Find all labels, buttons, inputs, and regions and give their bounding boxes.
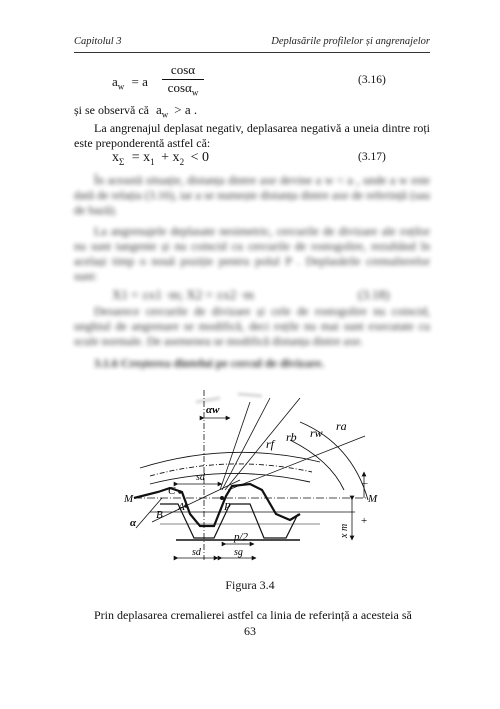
header-title: Deplasările profilelor și angrenajelor bbox=[271, 36, 430, 47]
fig-label-ra: ra bbox=[336, 419, 347, 433]
p1-rel: > a . bbox=[174, 102, 198, 117]
eq2-rhs-c: < 0 bbox=[190, 150, 209, 165]
fig-point-P bbox=[220, 496, 224, 500]
fig-label-P: P bbox=[224, 501, 231, 513]
blurred-equation bbox=[112, 287, 432, 302]
running-header bbox=[74, 36, 430, 53]
eq2-rhs-a-sub: 1 bbox=[150, 156, 155, 167]
paragraph-negative-shift: La angrenajul deplasat negativ, deplasarea negativă a uneia dintre roți este preponderentă astfel că: bbox=[74, 121, 430, 150]
fig-point-C bbox=[178, 490, 182, 494]
blurred-eq-number: (3.18) bbox=[358, 287, 390, 302]
blurred-eq-text: X1 = ±x1 ·m; X2 = ±x2 ·m bbox=[112, 287, 254, 302]
eq2-rhs-a: = x bbox=[131, 150, 151, 165]
eq2-x-sigma: x bbox=[112, 150, 119, 165]
eq1-numerator: cosα bbox=[162, 62, 204, 80]
fig-label-C: C bbox=[168, 485, 176, 497]
p1-lhs-sub: w bbox=[161, 109, 169, 120]
paragraph-observation bbox=[74, 102, 434, 122]
fig-label-M-right: M bbox=[368, 493, 378, 505]
blurred-section-heading: 3.1.6 Creșterea dintelui pe cercul de divizare. bbox=[94, 356, 325, 370]
eq1-lhs: a bbox=[112, 74, 118, 89]
fig-label-M-left: M bbox=[124, 493, 134, 505]
eq1-denominator: cosα bbox=[167, 80, 192, 95]
p1-text: și se observă că bbox=[74, 103, 149, 117]
equation-3-16 bbox=[112, 62, 468, 102]
p1-lhs: a bbox=[155, 102, 162, 117]
eq1-lhs-sub: w bbox=[117, 81, 125, 92]
header-chapter: Capitolul 3 bbox=[74, 36, 122, 47]
blurred-paragraph-3: Deoarece cercurile de divizare și cele de rostogolire nu coincid, unghiul de angrenare se modifică, deci roțile nu mai sunt executate cu scule normale. De asemenea se modifică distanța dintre axe. bbox=[74, 304, 430, 348]
blurred-paragraph-1: În această situație, distanța dintre axe devine a w < a , unde a w este dată de relația (3.16), iar a se numește distanța dintre axe de referință (sau de bază). bbox=[74, 173, 430, 217]
fig-label-sg: sg bbox=[234, 547, 243, 558]
fig-label-A: A bbox=[178, 501, 185, 513]
fig-label-plus: + bbox=[361, 515, 368, 527]
fig-label-rb: rb bbox=[286, 430, 297, 444]
eq2-rhs-b: + x bbox=[161, 150, 180, 165]
fig-radial-rf bbox=[220, 402, 250, 490]
fig-label-sd-bottom: sd bbox=[192, 547, 201, 558]
fig-arc-2 bbox=[150, 464, 312, 476]
fig-point-A bbox=[184, 504, 188, 508]
fig-label-B: B bbox=[156, 509, 163, 521]
equation-3-17 bbox=[112, 150, 468, 170]
fig-label-sd-top: sd bbox=[196, 472, 205, 483]
fig-label-rw: rw bbox=[310, 426, 323, 440]
fig-label-p-half: p/2 bbox=[234, 531, 249, 543]
fig-label-minus: – bbox=[362, 477, 368, 489]
fig-label-rf: rf bbox=[266, 437, 275, 451]
fig-label-xm: x m bbox=[339, 523, 350, 538]
eq1-mid: = a bbox=[131, 74, 148, 89]
eq2-number: (3.17) bbox=[358, 151, 386, 163]
eq1-denominator-sub: w bbox=[191, 87, 199, 98]
paragraph-rack-shift: Prin deplasarea cremalierei astfel ca linia de referință a acesteia să bbox=[94, 608, 412, 622]
figure-caption: Figura 3.4 bbox=[225, 578, 275, 592]
blurred-paragraph-2: La angrenajele deplasate nesimetric, cercurile de divizare ale roților nu sunt tangente și nu coincid cu cercurile de rostogolire, rezultând în același timp o nouă poziție pentru polul P . Deplasările cremalierelor sunt: bbox=[74, 224, 430, 283]
eq2-rhs-b-sub: 2 bbox=[179, 156, 185, 167]
fig-label-alpha: α bbox=[130, 517, 137, 529]
eq2-x-sigma-sub: Σ bbox=[119, 156, 125, 167]
figure-3-4 bbox=[0, 380, 500, 570]
fig-label-alpha-w: αw bbox=[206, 404, 220, 416]
fig-radial-ra bbox=[228, 436, 365, 490]
page-number: 63 bbox=[244, 624, 256, 638]
eq1-number: (3.16) bbox=[358, 74, 386, 86]
